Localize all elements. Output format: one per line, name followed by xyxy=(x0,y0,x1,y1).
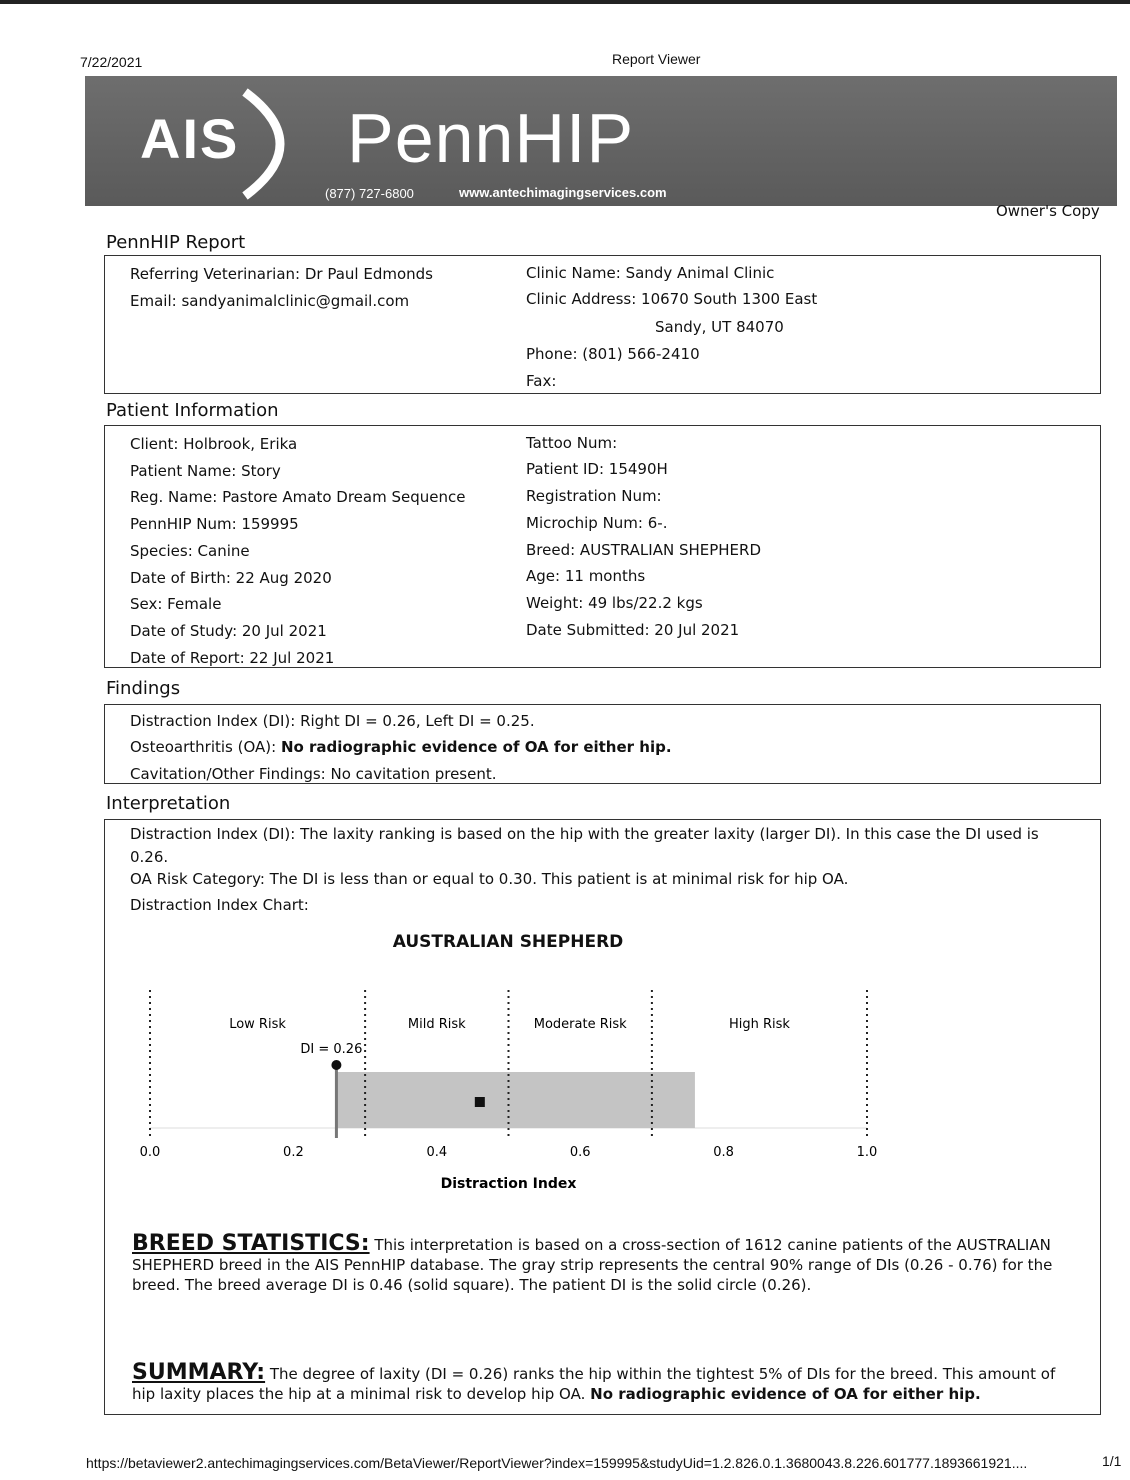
patient-di-label: DI = 0.26 xyxy=(300,1042,363,1057)
interp-chart-label: Distraction Index Chart: xyxy=(130,896,309,914)
footer-url: https://betaviewer2.antechimagingservices.com/BetaViewer/ReportViewer?index=159995&studyUid=1.2.826.0.1.3680043.8.226.601777.1893661921.... xyxy=(86,1455,1028,1471)
patient-species: Species: Canine xyxy=(130,542,250,560)
risk-zone-label: Mild Risk xyxy=(407,1017,466,1032)
footer-page: 1/1 xyxy=(1102,1453,1122,1469)
email: Email: sandyanimalclinic@gmail.com xyxy=(130,292,410,310)
clinic-name: Clinic Name: Sandy Animal Clinic xyxy=(526,264,775,282)
x-tick-label: 0.2 xyxy=(283,1145,304,1160)
banner xyxy=(85,76,1117,206)
breed-average-point xyxy=(475,1097,485,1107)
patient-weight: Weight: 49 lbs/22.2 kgs xyxy=(526,594,703,612)
patient-date-study: Date of Study: 20 Jul 2021 xyxy=(130,622,327,640)
referring-vet: Referring Veterinarian: Dr Paul Edmonds xyxy=(130,265,433,283)
print-date: 7/22/2021 xyxy=(80,54,143,70)
patient-breed: Breed: AUSTRALIAN SHEPHERD xyxy=(526,541,762,559)
x-tick-label: 0.4 xyxy=(426,1145,448,1160)
clinic-city: Sandy, UT 84070 xyxy=(655,318,784,336)
risk-zone-label: High Risk xyxy=(728,1017,790,1032)
top-border xyxy=(0,0,1130,4)
clinic-fax: Fax: xyxy=(526,372,557,390)
clinic-phone: Phone: (801) 566-2410 xyxy=(526,345,700,363)
x-tick-label: 0.6 xyxy=(569,1145,591,1160)
interpretation-section-title: Interpretation xyxy=(106,793,231,814)
banner-phone: (877) 727-6800 xyxy=(325,186,414,201)
range-strip xyxy=(336,1072,695,1128)
x-tick-label: 1.0 xyxy=(856,1145,878,1160)
patient-reg-name: Reg. Name: Pastore Amato Dream Sequence xyxy=(130,488,466,506)
patient-name: Patient Name: Story xyxy=(130,462,281,480)
logo-pennhip-text: PennHIP xyxy=(347,99,635,177)
patient-di-point xyxy=(331,1060,341,1070)
patient-registration: Registration Num: xyxy=(526,487,662,505)
summary: SUMMARY: The degree of laxity (DI = 0.26) ranks the hip within the tightest 5% of DIs for the breed. This amount of hip laxity places the hip at a minimal risk to develop hip OA. No radiographic evidence of OA for either hip. xyxy=(132,1360,1056,1403)
di-chart xyxy=(0,980,1130,1200)
risk-zone-label: Moderate Risk xyxy=(533,1017,627,1032)
interp-di-line2: 0.26. xyxy=(130,848,169,866)
patient-client: Client: Holbrook, Erika xyxy=(130,435,298,453)
patient-tattoo: Tattoo Num: xyxy=(526,434,618,452)
findings-di: Distraction Index (DI): Right DI = 0.26, Left DI = 0.25. xyxy=(130,712,535,730)
interp-di-line1: Distraction Index (DI): The laxity ranking is based on the hip with the greater laxity (larger DI). In this case the DI used is xyxy=(130,825,1039,843)
findings-oa: Osteoarthritis (OA): No radiographic evidence of OA for either hip. xyxy=(130,738,672,756)
breed-stats-heading: BREED STATISTICS: xyxy=(132,1231,370,1256)
logo-ais-text: AIS xyxy=(140,107,240,170)
patient-date-report: Date of Report: 22 Jul 2021 xyxy=(130,649,335,667)
report-box xyxy=(104,255,1101,394)
risk-zone-label: Low Risk xyxy=(229,1017,286,1032)
owner-copy-label: Owner's Copy xyxy=(996,202,1100,220)
patient-section-title: Patient Information xyxy=(106,400,279,421)
patient-sex: Sex: Female xyxy=(130,595,222,613)
clinic-address: Clinic Address: 10670 South 1300 East xyxy=(526,290,818,308)
patient-id: Patient ID: 15490H xyxy=(526,460,668,478)
findings-cavitation: Cavitation/Other Findings: No cavitation present. xyxy=(130,765,497,783)
patient-dob: Date of Birth: 22 Aug 2020 xyxy=(130,569,332,587)
x-tick-label: 0.8 xyxy=(713,1145,734,1160)
patient-age: Age: 11 months xyxy=(526,567,646,585)
report-section-title: PennHIP Report xyxy=(106,232,246,253)
x-axis-label: Distraction Index xyxy=(440,1176,577,1192)
patient-date-submitted: Date Submitted: 20 Jul 2021 xyxy=(526,621,740,639)
findings-section-title: Findings xyxy=(106,678,181,699)
patient-box xyxy=(104,425,1101,668)
breed-stats: BREED STATISTICS: This interpretation is based on a cross-section of 1612 canine patients of the AUSTRALIAN SHEPHERD breed in the AIS PennHIP database. The gray strip represents the central 90% range of DIs (0.26 - 0.76) for the breed. The breed average DI is 0.46 (solid square). The patient DI is the solid circle (0.26). xyxy=(132,1231,1053,1294)
x-tick-label: 0.0 xyxy=(139,1145,161,1160)
summary-heading: SUMMARY: xyxy=(132,1360,266,1385)
interp-oa-risk: OA Risk Category: The DI is less than or equal to 0.30. This patient is at minimal risk for hip OA. xyxy=(130,870,849,888)
patient-microchip: Microchip Num: 6-. xyxy=(526,514,668,532)
chart-title: AUSTRALIAN SHEPHERD xyxy=(392,932,624,952)
patient-pennhip-num: PennHIP Num: 159995 xyxy=(130,515,299,533)
findings-box xyxy=(104,704,1101,784)
banner-website: www.antechimagingservices.com xyxy=(459,185,667,200)
logo-arc-icon xyxy=(235,84,325,204)
viewer-title: Report Viewer xyxy=(612,51,701,67)
